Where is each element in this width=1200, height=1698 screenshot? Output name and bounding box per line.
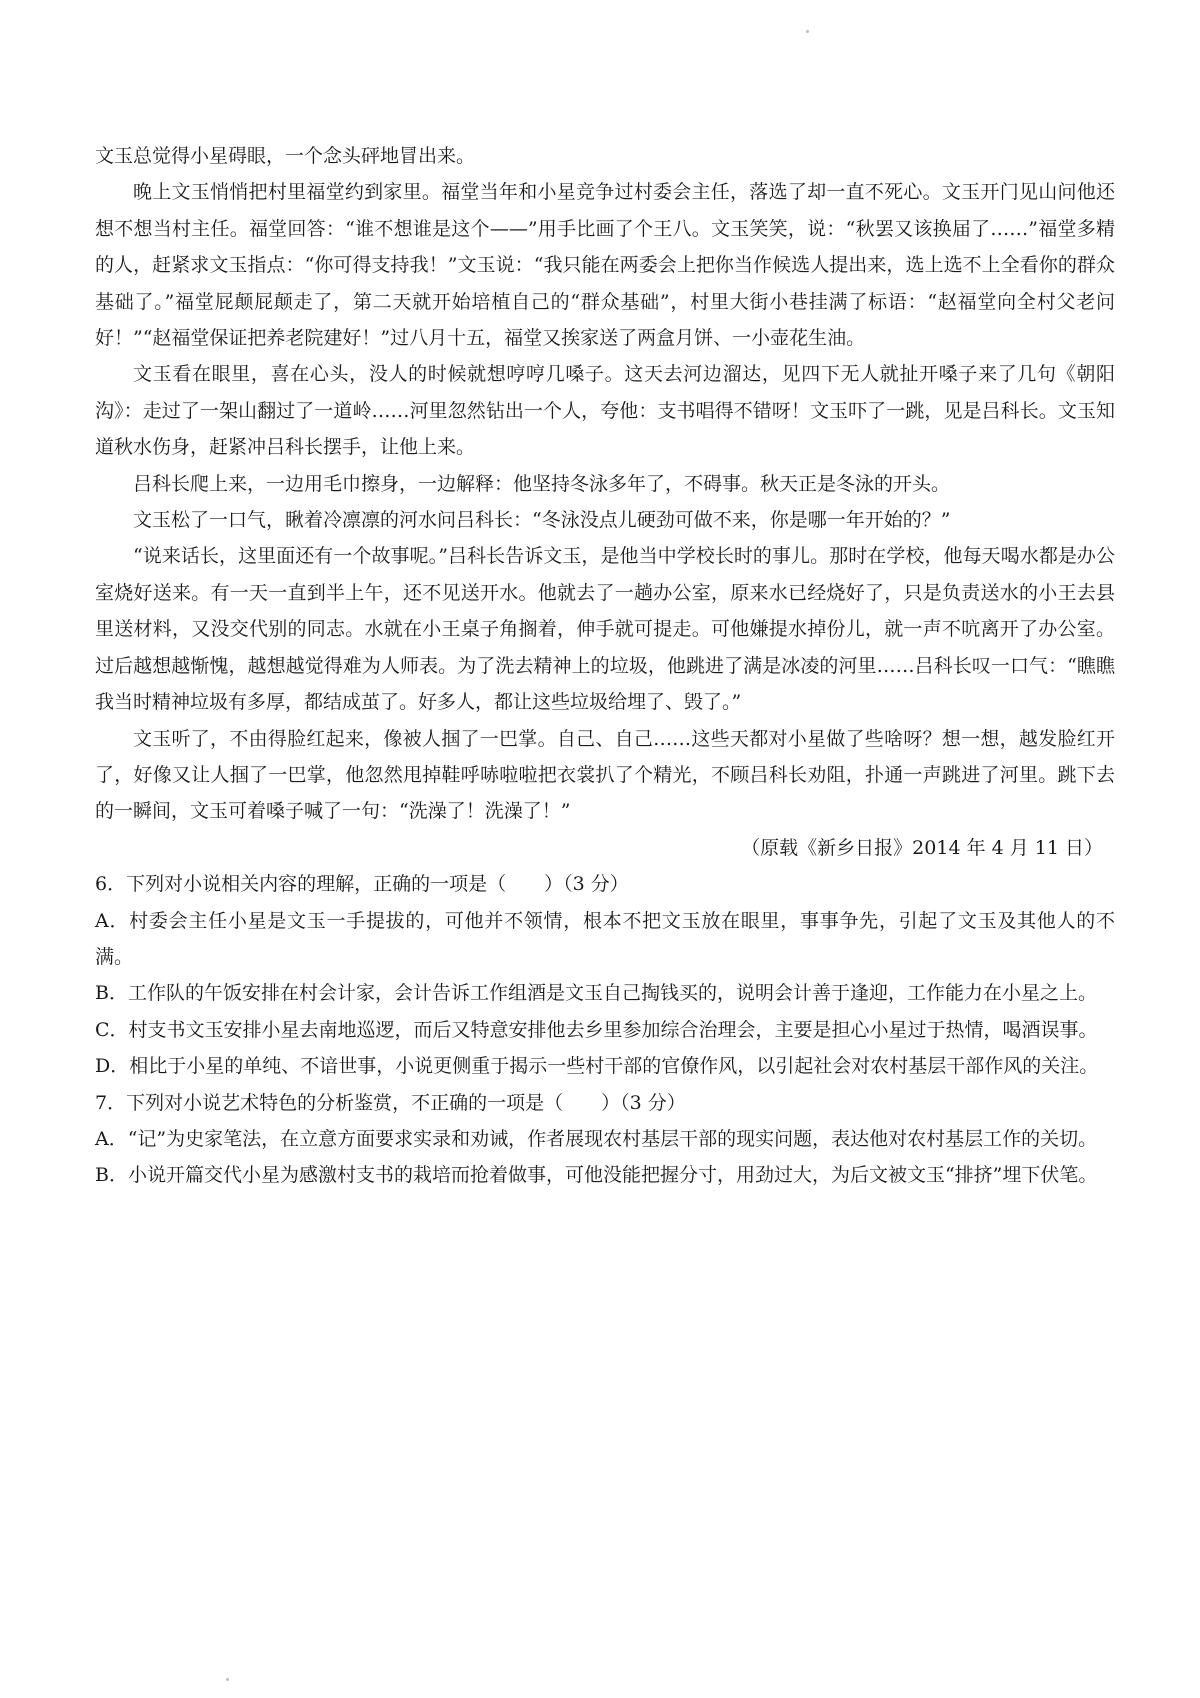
scan-dot-mark <box>226 1678 229 1681</box>
question-7-option-b: B．小说开篇交代小星为感激村支书的栽培而抢着做事，可他没能把握分寸，用劲过大，为后文被文玉“排挤”埋下伏笔。 <box>95 1164 1098 1187</box>
question-6 <box>95 866 1115 1084</box>
question-6-option-c: C．村支书文玉安排小星去南地巡逻，而后又特意安排他去乡里参加综合治理会，主要是担心小星过于热情，喝酒误事。 <box>95 1018 1098 1041</box>
story-paragraph-7: 文玉听了，不由得脸红起来，像被人掴了一巴掌。自己、自己……这些天都对小星做了些啥呀？想一想，越发脸红开了，好像又让人掴了一巴掌，他忽然甩掉鞋呼哧啦啦把衣裳扒了个精光，不顾吕科长劝阻，扑通一声跳进了河里。跳下去的一瞬间，文玉可着嗓子喊了一句：“洗澡了！洗澡了！” <box>95 727 1115 823</box>
exam-page <box>95 138 1115 1194</box>
question-6-option-b: B．工作队的午饭安排在村会计家，会计告诉工作组酒是文玉自己掏钱买的，说明会计善于逢迎，工作能力在小星之上。 <box>95 982 1097 1005</box>
story-paragraph-4: 吕科长爬上来，一边用毛巾擦身，一边解释：他坚持冬泳多年了，不碍事。秋天正是冬泳的开头。 <box>133 472 951 495</box>
question-6-stem: 6．下列对小说相关内容的理解，正确的一项是（ ）（3 分） <box>95 873 629 896</box>
question-6-option-a: A．村委会主任小星是文玉一手提拔的，可他并不领情，根本不把文玉放在眼里，事事争先，引起了文玉及其他人的不满。 <box>95 909 1115 968</box>
story-paragraph-6: “说来话长，这里面还有一个故事呢。”吕科长告诉文玉，是他当中学校长时的事儿。那时在学校，他每天喝水都是办公室烧好送来。有一天一直到半上午，还不见送开水。他就去了一趟办公室，原来水已经烧好了，只是负责送水的小王去县里送材料，又没交代别的同志。水就在小王桌子角搁着，伸手就可提走。可他嫌提水掉份儿，就一声不吭离开了办公室。过后越想越惭愧，越想越觉得难为人师表。为了洗去精神上的垃圾，他跳进了满是冰凌的河里……吕科长叹一口气：“瞧瞧我当时精神垃圾有多厚，都结成茧了。好多人，都让这些垃圾给埋了、毁了。” <box>95 545 1115 714</box>
question-7-stem: 7．下列对小说艺术特色的分析鉴赏，不正确的一项是（ ）（3 分） <box>95 1091 686 1114</box>
story-source: （原载《新乡日报》2014 年 4 月 11 日） <box>741 836 1103 859</box>
question-7 <box>95 1085 1115 1194</box>
scan-dot-mark <box>806 30 809 33</box>
story-paragraph-1: 文玉总觉得小星碍眼，一个念头砰地冒出来。 <box>95 145 476 167</box>
story-paragraph-5: 文玉松了一口气，瞅着冷凛凛的河水问吕科长：“冬泳没点儿硬劲可做不来，你是哪一年开始的？” <box>133 509 951 532</box>
question-6-option-d: D．相比于小星的单纯、不谙世事，小说更侧重于揭示一些村干部的官僚作风，以引起社会对农村基层干部作风的关注。 <box>95 1055 1099 1078</box>
story-paragraph-3: 文玉看在眼里，喜在心头，没人的时候就想哼哼几嗓子。这天去河边溜达，见四下无人就扯开嗓子来了几句《朝阳沟》：走过了一架山翻过了一道岭……河里忽然钻出一个人，夸他：支书唱得不错呀！文玉吓了一跳，见是吕科长。文玉知道秋水伤身，赶紧冲吕科长摆手，让他上来。 <box>95 363 1115 459</box>
question-7-option-a: A．“记”为史家笔法，在立意方面要求实录和劝诫，作者展现农村基层干部的现实问题，表达他对农村基层工作的关切。 <box>95 1127 1098 1150</box>
story-paragraph-2: 晚上文玉悄悄把村里福堂约到家里。福堂当年和小星竞争过村委会主任，落选了却一直不死心。文玉开门见山问他还想不想当村主任。福堂回答：“谁不想谁是这个——”用手比画了个王八。文玉笑笑，说：“秋罢又该换届了……”福堂多精的人，赶紧求文玉指点：“你可得支持我！”文玉说：“我只能在两委会上把你当作候选人提出来，选上选不上全看你的群众基础了。”福堂屁颠屁颠走了，第二天就开始培植自己的“群众基础”，村里大街小巷挂满了标语：“赵福堂向全村父老问好！”“赵福堂保证把养老院建好！”过八月十五，福堂又挨家送了两盒月饼、一小壶花生油。 <box>95 181 1115 350</box>
